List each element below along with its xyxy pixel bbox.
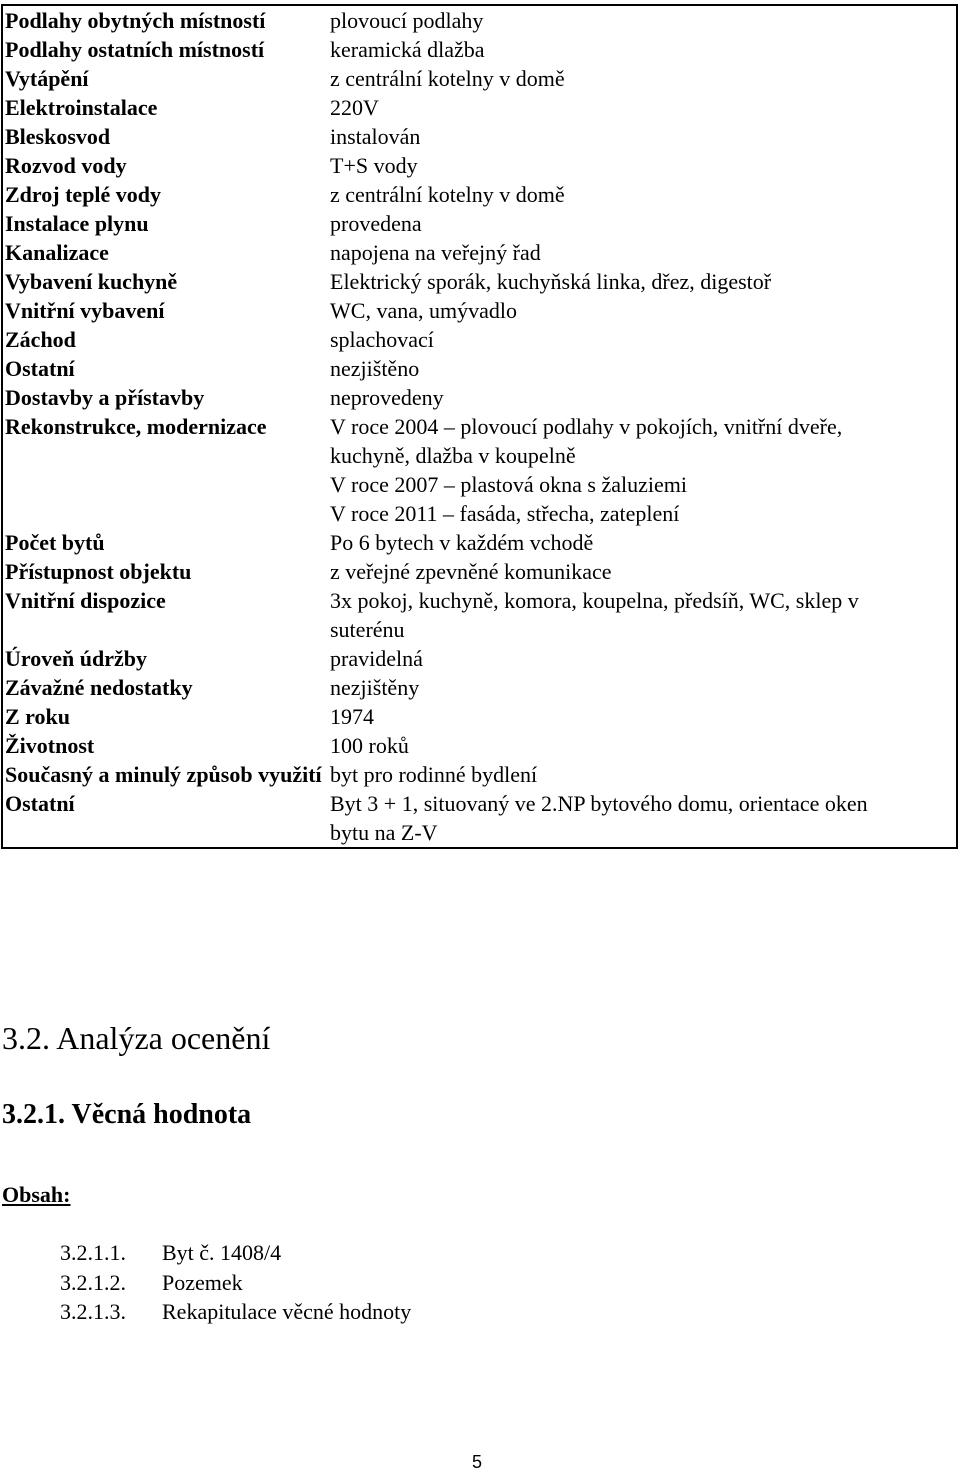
row-value-line: nezjištěno [330,356,420,381]
row-label: Podlahy obytných místností [5,8,266,33]
table-row [2,760,957,789]
row-value-line: splachovací [330,327,434,352]
row-value-line: 100 roků [330,733,409,758]
row-value-line: V roce 2011 – fasáda, střecha, zateplení [330,501,680,526]
row-value [325,267,957,296]
toc-item-number: 3.2.1.1. [60,1240,126,1265]
table-of-contents [60,1238,411,1327]
row-value-line: kuchyně, dlažba v koupelně [330,443,576,468]
toc-item-number: 3.2.1.2. [60,1269,126,1295]
table-row [2,412,957,528]
row-label: Počet bytů [5,530,105,555]
row-value-line: Po 6 bytech v každém vchodě [330,530,594,555]
row-value-line: pravidelná [330,646,423,671]
table-row [2,238,957,267]
row-value-line: Byt 3 + 1, situovaný ve 2.NP bytového domu, orientace oken [330,791,868,816]
row-label: Vnitřní dispozice [5,588,166,613]
row-value-line: suterénu [330,617,405,642]
toc-item-title: Byt č. 1408/4 [162,1240,282,1265]
table-row [2,644,957,673]
row-value-line: napojena na veřejný řad [330,240,541,265]
table-row [2,64,957,93]
row-label: Vnitřní vybavení [5,298,165,323]
table-row [2,702,957,731]
row-value [325,760,957,789]
toc-item-title: Pozemek [162,1269,243,1295]
row-value-line: V roce 2007 – plastová okna s žaluziemi [330,472,687,497]
row-value-line: V roce 2004 – plovoucí podlahy v pokojích, vnitřní dveře, [330,414,843,439]
row-label: Z roku [5,704,71,729]
table-row [2,122,957,151]
row-label: Přístupnost objektu [5,559,192,584]
row-label: Elektroinstalace [5,95,158,120]
contents-label: Obsah: [2,1182,71,1207]
row-value [325,644,957,673]
row-value [325,64,957,93]
row-label: Záchod [5,327,76,352]
row-value-line: 220V [330,95,379,120]
table-row [2,325,957,354]
row-label: Vytápění [5,66,89,91]
row-value [325,557,957,586]
table-row [2,296,957,325]
row-value-line: provedena [330,211,422,236]
toc-item-title: Rekapitulace věcné hodnoty [162,1299,412,1324]
row-label: Zdroj teplé vody [5,182,162,207]
row-value-line: Elektrický sporák, kuchyňská linka, dřez, digestoř [330,269,772,294]
row-value [325,383,957,412]
row-value [325,528,957,557]
row-value-line: z centrální kotelny v domě [330,182,565,207]
row-value [325,238,957,267]
row-value-line: byt pro rodinné bydlení [330,762,538,787]
row-value-line: bytu na Z-V [330,820,438,845]
table-row [2,383,957,412]
row-value [325,354,957,383]
table-row [2,209,957,238]
subsection-heading: 3.2.1. Věcná hodnota [2,1099,252,1130]
row-label: Bleskosvod [5,124,111,149]
row-value-line: z centrální kotelny v domě [330,66,565,91]
table-row [2,528,957,557]
row-value-line: WC, vana, umývadlo [330,298,517,323]
row-value [325,122,957,151]
row-value-line: 3x pokoj, kuchyně, komora, koupelna, předsíň, WC, sklep v [330,588,859,613]
row-value-line: T+S vody [330,153,418,178]
table-row [2,5,957,35]
row-label: Kanalizace [5,240,109,265]
section-heading: 3.2. Analýza ocenění [2,1020,271,1056]
table-row [2,673,957,702]
page-number: 5 [472,1452,483,1472]
toc-item[interactable] [60,1238,411,1268]
row-value [325,5,957,35]
row-value [325,586,957,644]
row-label: Podlahy ostatních místností [5,37,265,62]
row-value [325,673,957,702]
row-value [325,93,957,122]
row-value [325,209,957,238]
table-row [2,586,957,644]
row-label: Dostavby a přístavby [5,385,205,410]
row-label: Vybavení kuchyně [5,269,178,294]
row-label: Úroveň údržby [5,646,147,671]
table-row [2,267,957,296]
row-label: Současný a minulý způsob využití [5,762,322,787]
row-label: Závažné nedostatky [5,675,193,700]
row-value [325,412,957,528]
table-row [2,557,957,586]
property-details-table [1,4,958,849]
table-row [2,35,957,64]
row-label: Instalace plynu [5,211,149,236]
toc-item[interactable] [60,1297,411,1327]
table-row [2,151,957,180]
row-value-line: nezjištěny [330,675,420,700]
row-label: Rekonstrukce, modernizace [5,414,267,439]
toc-item[interactable] [60,1268,411,1298]
row-value [325,180,957,209]
table-row [2,93,957,122]
row-value-line: 1974 [330,704,374,729]
row-value [325,731,957,760]
row-label: Životnost [5,733,95,758]
row-value-line: keramická dlažba [330,37,485,62]
table-row [2,180,957,209]
row-value-line: z veřejné zpevněné komunikace [330,559,612,584]
row-value [325,151,957,180]
table-row [2,789,957,848]
row-value [325,296,957,325]
row-label: Rozvod vody [5,153,127,178]
row-value [325,325,957,354]
row-label: Ostatní [5,791,75,816]
row-value [325,789,957,848]
row-label: Ostatní [5,356,75,381]
row-value [325,35,957,64]
row-value [325,702,957,731]
toc-item-number: 3.2.1.3. [60,1299,126,1324]
table-row [2,731,957,760]
row-value-line: plovoucí podlahy [330,8,484,33]
row-value-line: neprovedeny [330,385,444,410]
table-row [2,354,957,383]
row-value-line: instalován [330,124,421,149]
